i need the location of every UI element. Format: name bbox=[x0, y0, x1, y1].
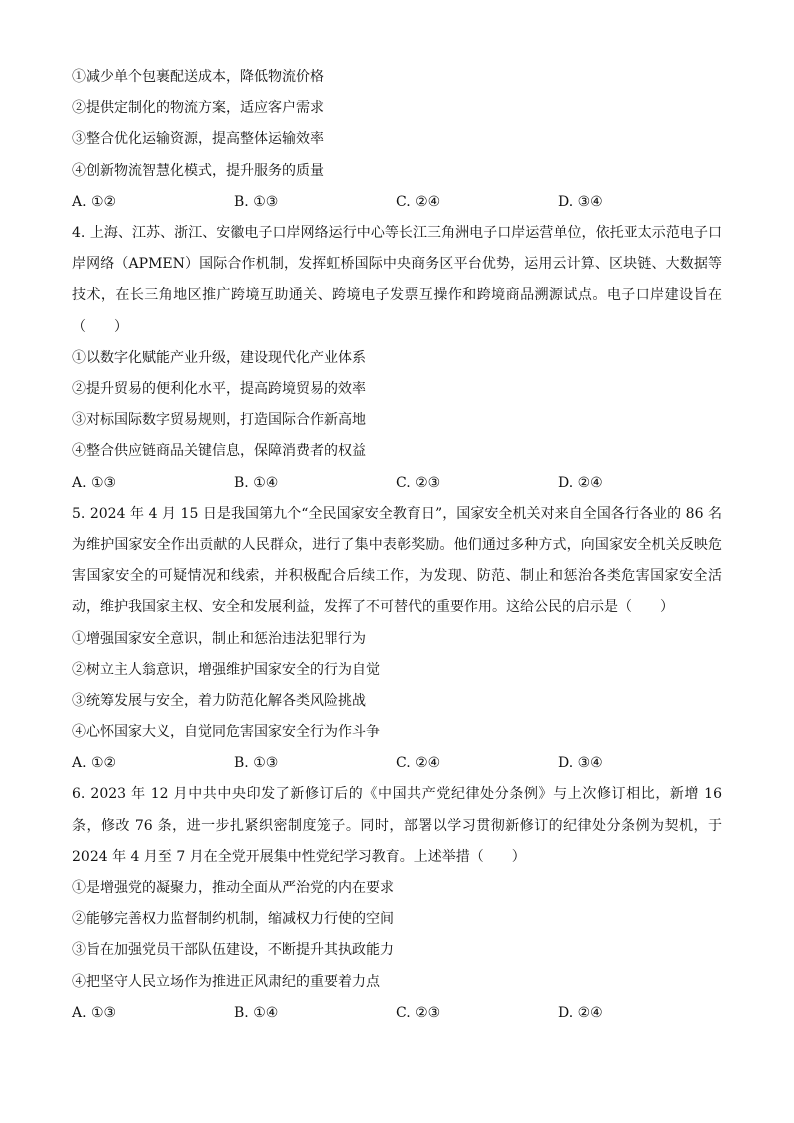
choice-b: B. ①③ bbox=[234, 193, 279, 210]
option-4: ④心怀国家大义，自觉同危害国家安全行为作斗争 bbox=[72, 724, 380, 741]
answer-choices bbox=[72, 187, 722, 218]
option-4: ④把坚守人民立场作为推进正风肃纪的重要着力点 bbox=[72, 973, 380, 990]
choice-c: C. ②④ bbox=[396, 193, 441, 210]
option-4: ④整合供应链商品关键信息，保障消费者的权益 bbox=[72, 443, 366, 460]
option-2: ②树立主人翁意识，增强维护国家安全的行为自觉 bbox=[72, 661, 380, 678]
option-2: ②提供定制化的物流方案，适应客户需求 bbox=[72, 100, 324, 117]
option-1: ①增强国家安全意识，制止和惩治违法犯罪行为 bbox=[72, 630, 366, 647]
question-stem: 6. 2023 年 12 月中共中央印发了新修订后的《中国共产党纪律处分条例》与上次修订相比，新增 16 条，修改 76 条，进一步扎紧织密制度笼子。同时，部署以学习贯彻新修订的纪律处分条例为契机，于 2024 年 4 月至 7 月在全党开展集中性党纪学习教育。上述举措（ ） bbox=[72, 786, 722, 865]
choice-c: C. ②④ bbox=[396, 755, 441, 772]
option-1: ①减少单个包裹配送成本，降低物流价格 bbox=[72, 69, 324, 85]
choice-d: D. ③④ bbox=[558, 755, 603, 772]
answer-choices bbox=[72, 468, 722, 499]
choice-a: A. ①② bbox=[72, 755, 117, 772]
answer-choices bbox=[72, 748, 722, 779]
question-stem: 5. 2024 年 4 月 15 日是我国第九个“全民国家安全教育日”，国家安全机关对来自全国各行各业的 86 名为维护国家安全作出贡献的人民群众，进行了集中表彰奖励。他们通过多种方式，向国家安全机关反映危害国家安全的可疑情况和线索，并积极配合后续工作，为发现、防范、制止和惩治各类危害国家安全活动，维护我国家主权、安全和发展利益，发挥了不可替代的重要作用。这给公民的启示是（ ） bbox=[72, 505, 722, 616]
option-1: ①是增强党的凝聚力，推动全面从严治党的内在要求 bbox=[72, 880, 394, 897]
option-4: ④创新物流智慧化模式，提升服务的质量 bbox=[72, 162, 324, 179]
question-4 bbox=[72, 218, 722, 499]
choice-c: C. ②③ bbox=[396, 474, 441, 491]
question-stem: 4. 上海、江苏、浙江、安徽电子口岸网络运行中心等长江三角洲电子口岸运营单位，依托亚太示范电子口岸网络（APMEN）国际合作机制，发挥虹桥国际中央商务区平台优势，运用云计算、区块链、大数据等技术，在长三角地区推广跨境互助通关、跨境电子发票互操作和跨境商品溯源试点。电子口岸建设旨在（ ） bbox=[72, 224, 722, 335]
choice-a: A. ①③ bbox=[72, 1004, 117, 1021]
choice-d: D. ③④ bbox=[558, 193, 603, 210]
option-3: ③整合优化运输资源，提高整体运输效率 bbox=[72, 131, 324, 148]
answer-choices bbox=[72, 998, 722, 1029]
option-3: ③旨在加强党员干部队伍建设，不断提升其执政能力 bbox=[72, 942, 394, 959]
choice-b: B. ①④ bbox=[234, 1004, 279, 1021]
choice-c: C. ②③ bbox=[396, 1004, 441, 1021]
option-2: ②能够完善权力监督制约机制，缩减权力行使的空间 bbox=[72, 911, 394, 928]
choice-a: A. ①③ bbox=[72, 474, 117, 491]
question-6 bbox=[72, 779, 722, 1029]
option-3: ③对标国际数字贸易规则，打造国际合作新高地 bbox=[72, 412, 366, 429]
option-3: ③统筹发展与安全，着力防范化解各类风险挑战 bbox=[72, 692, 366, 709]
choice-b: B. ①③ bbox=[234, 755, 279, 772]
choice-b: B. ①④ bbox=[234, 474, 279, 491]
question-3-tail bbox=[72, 62, 722, 218]
option-1: ①以数字化赋能产业升级，建设现代化产业体系 bbox=[72, 349, 366, 366]
exam-page bbox=[72, 62, 722, 1029]
choice-d: D. ②④ bbox=[558, 474, 603, 491]
choice-a: A. ①② bbox=[72, 193, 117, 210]
option-2: ②提升贸易的便利化水平，提高跨境贸易的效率 bbox=[72, 380, 366, 397]
question-5 bbox=[72, 499, 722, 780]
choice-d: D. ②④ bbox=[558, 1004, 603, 1021]
